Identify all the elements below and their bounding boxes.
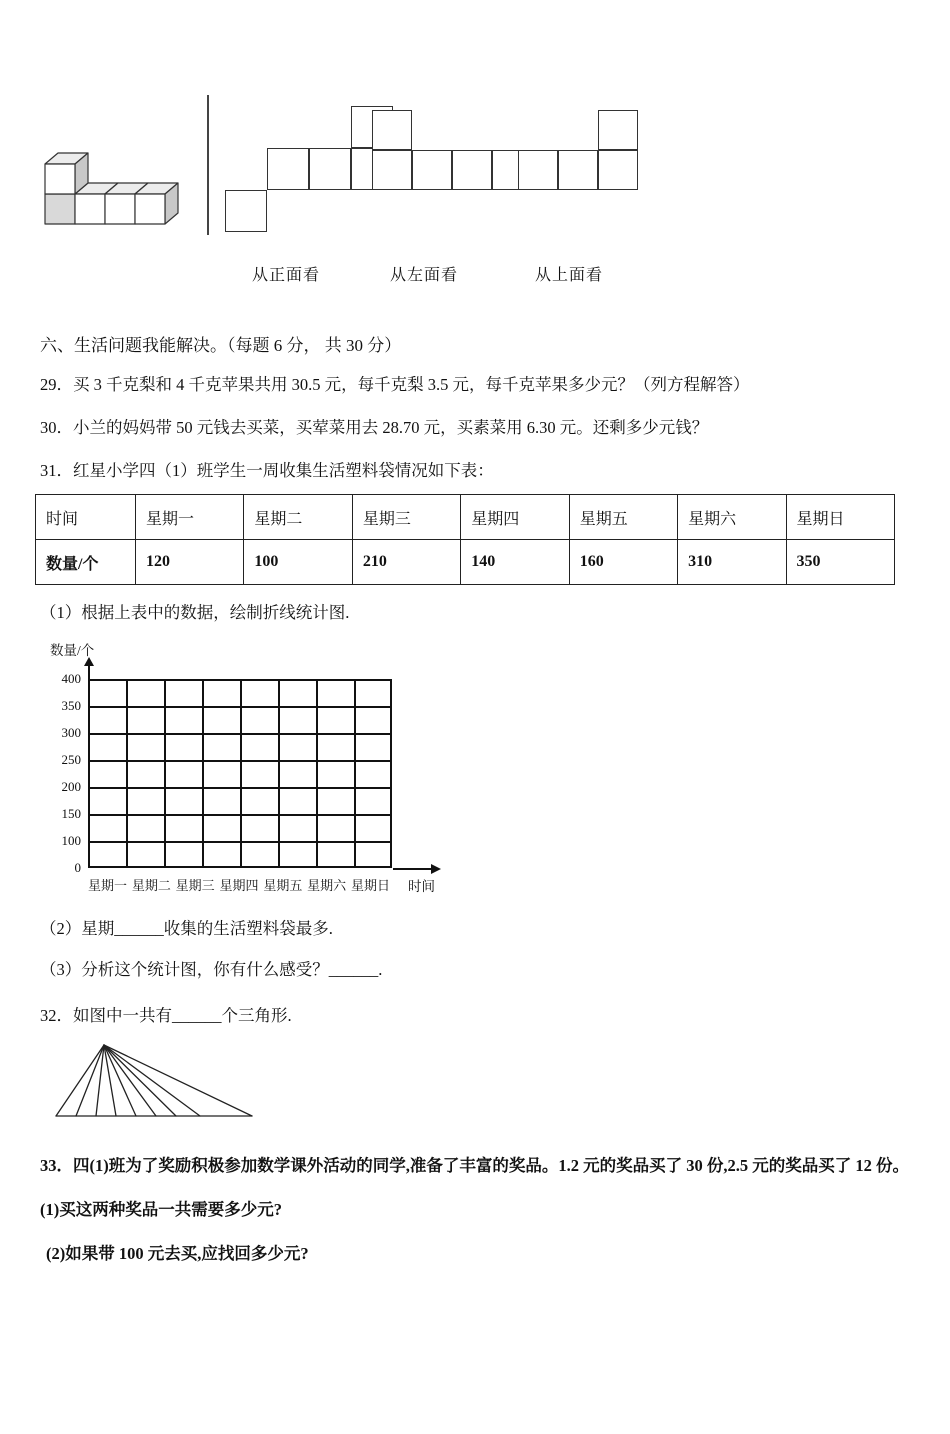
- y-tick-label: 300: [61, 725, 81, 740]
- divider-line: [207, 95, 209, 235]
- question-31-sub2: （2）星期______收集的生活塑料袋最多.: [40, 919, 333, 938]
- question-33-sub1: (1)买这两种奖品一共需要多少元?: [40, 1200, 282, 1219]
- x-axis-arrow-icon: [393, 868, 431, 870]
- chart-x-ticks: [88, 875, 390, 894]
- table-cell: 星期日: [786, 495, 894, 540]
- y-axis-arrow-icon: [88, 666, 90, 679]
- y-tick-label: 400: [61, 671, 81, 686]
- table-cell: 310: [678, 540, 786, 585]
- net-figure-2: [372, 110, 532, 190]
- y-tick-label: 0: [74, 860, 81, 875]
- question-29: 29．买 3 千克梨和 4 千克苹果共用 30.5 元，每千克梨 3.5 元，每千克苹果多少元？（列方程解答）: [40, 375, 750, 394]
- x-tick-label: 星期六: [307, 878, 347, 893]
- triangle-fan-figure: [52, 1042, 262, 1122]
- question-31-sub1: （1）根据上表中的数据，绘制折线统计图.: [40, 603, 350, 622]
- y-tick-label: 100: [61, 833, 81, 848]
- q31-table-header-row: [36, 495, 895, 540]
- table-cell: 星期一: [136, 495, 244, 540]
- net-square: [372, 150, 412, 190]
- net-square: [558, 150, 598, 190]
- x-tick-label: 星期三: [175, 878, 215, 893]
- table-cell: 星期三: [352, 495, 460, 540]
- table-cell: 时间: [36, 495, 136, 540]
- y-tick-label: 350: [61, 698, 81, 713]
- x-tick-label: 星期四: [219, 878, 259, 893]
- view-label-front: 从正面看: [252, 267, 321, 284]
- table-cell: 100: [244, 540, 352, 585]
- question-30: 30．小兰的妈妈带 50 元钱去买菜，买荤菜用去 28.70 元，买素菜用 6.30 元。还剩多少元钱？: [40, 418, 709, 437]
- table-cell: 350: [786, 540, 894, 585]
- net-figure-3: [518, 110, 638, 190]
- net-square: [267, 148, 309, 190]
- chart-x-axis-row: [48, 875, 518, 895]
- y-tick-label: 150: [61, 806, 81, 821]
- table-cell: 140: [461, 540, 569, 585]
- question-31-sub3: （3）分析这个统计图，你有什么感受？______.: [40, 960, 383, 979]
- question-32: 32．如图中一共有______个三角形.: [40, 1006, 292, 1025]
- cube-views-figure-panel: [40, 90, 910, 305]
- chart-y-ticks: [48, 671, 88, 875]
- x-tick-label: 星期二: [131, 878, 171, 893]
- net-square: [452, 150, 492, 190]
- table-cell: 数量/个: [36, 540, 136, 585]
- net-square: [309, 148, 351, 190]
- chart-plot-area: [48, 671, 518, 875]
- q31-table-data-row: [36, 540, 895, 585]
- net-square: [372, 110, 412, 150]
- question-33-sub2: (2)如果带 100 元去买,应找回多少元?: [46, 1244, 309, 1263]
- net-square: [225, 190, 267, 232]
- chart-grid-wrap: [88, 679, 392, 870]
- section-title: 六、生活问题我能解决。（每题 6 分， 共 30 分）: [40, 336, 402, 355]
- line-chart-figure: [48, 639, 518, 895]
- table-cell: 星期六: [678, 495, 786, 540]
- table-cell: 120: [136, 540, 244, 585]
- chart-y-axis-title: 数量/个: [50, 643, 95, 658]
- table-cell: 210: [352, 540, 460, 585]
- table-cell: 星期四: [461, 495, 569, 540]
- chart-grid: [88, 679, 392, 868]
- x-tick-label: 星期日: [350, 878, 390, 893]
- table-cell: 160: [569, 540, 677, 585]
- table-cell: 星期五: [569, 495, 677, 540]
- y-tick-label: 250: [61, 752, 81, 767]
- chart-x-axis-title: 时间: [408, 879, 435, 894]
- y-tick-label: 200: [61, 779, 81, 794]
- net-square: [518, 150, 558, 190]
- question-31-intro: 31．红星小学四（1）班学生一周收集生活塑料袋情况如下表：: [40, 461, 494, 480]
- question-33-intro: 33．四(1)班为了奖励积极参加数学课外活动的同学,准备了丰富的奖品。1.2 元的奖品买了 30 份,2.5 元的奖品买了 12 份。: [40, 1156, 909, 1175]
- net-square: [598, 110, 638, 150]
- table-cell: 星期二: [244, 495, 352, 540]
- x-tick-label: 星期五: [263, 878, 303, 893]
- view-label-left: 从左面看: [390, 267, 459, 284]
- net-square: [412, 150, 452, 190]
- q31-table: [35, 494, 895, 585]
- net-square: [598, 150, 638, 190]
- cube-stack-figure: [40, 130, 190, 230]
- exam-page: [0, 90, 950, 1434]
- x-tick-label: 星期一: [88, 878, 128, 893]
- view-label-top: 从上面看: [535, 267, 604, 284]
- net-figure-1: [225, 106, 393, 232]
